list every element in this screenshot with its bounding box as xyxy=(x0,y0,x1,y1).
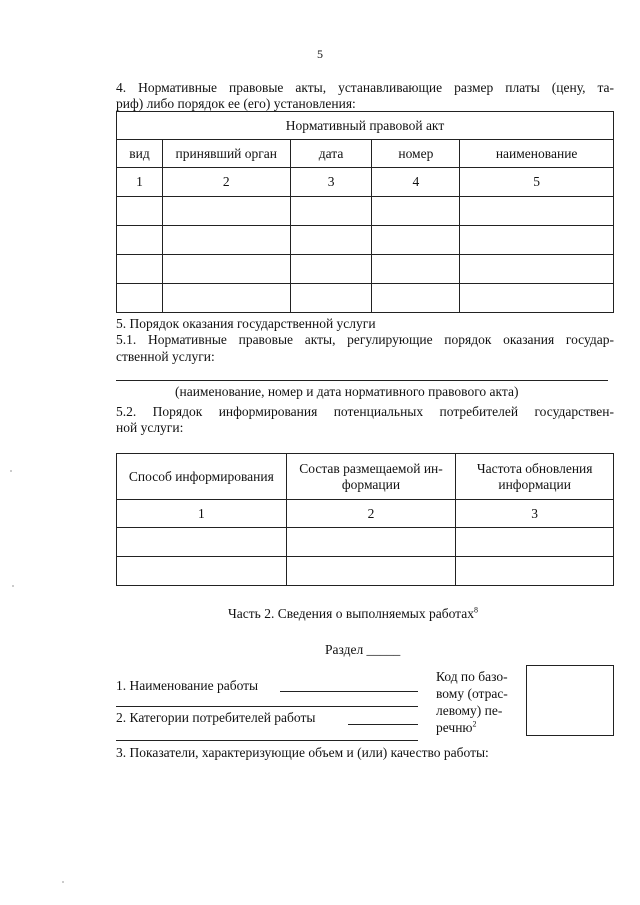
column-number: 1 xyxy=(117,168,163,197)
column-header: принявший орган xyxy=(162,140,290,168)
table-cell xyxy=(117,557,287,586)
table-number-row xyxy=(117,500,614,528)
header-text: Способ информирования xyxy=(128,468,274,484)
column-number: 3 xyxy=(290,168,372,197)
header-text-line1: Состав размещаемой ин- xyxy=(299,460,443,476)
column-number: 4 xyxy=(372,168,460,197)
base-list-code-box xyxy=(526,665,614,736)
table-header-row xyxy=(117,140,614,168)
code-label-line: вому (отрас- xyxy=(436,686,508,701)
table-cell xyxy=(162,197,290,226)
table-cell xyxy=(117,255,163,284)
table-cell xyxy=(460,255,614,284)
footnote-mark: 2 xyxy=(472,719,477,729)
base-list-code-label xyxy=(436,668,508,736)
table-cell xyxy=(372,226,460,255)
table-cell xyxy=(372,255,460,284)
table-cell xyxy=(117,528,287,557)
column-header: номер xyxy=(372,140,460,168)
column-header xyxy=(117,454,287,500)
column-header: дата xyxy=(290,140,372,168)
tariff-acts-table xyxy=(116,111,614,313)
part2-title xyxy=(228,606,478,622)
consumer-categories-line xyxy=(348,724,418,725)
column-number: 3 xyxy=(456,500,614,528)
scan-speck xyxy=(12,585,14,587)
table-cell xyxy=(456,528,614,557)
consumer-categories-label: 2. Категории потребителей работы xyxy=(116,710,316,725)
table-cell xyxy=(290,197,372,226)
table-cell xyxy=(460,284,614,313)
table-number-row xyxy=(117,168,614,197)
fill-in-line xyxy=(116,706,418,707)
page-number: 5 xyxy=(317,47,323,61)
column-header: вид xyxy=(117,140,163,168)
column-number: 2 xyxy=(162,168,290,197)
section5-title: 5. Порядок оказания государственной услуги xyxy=(116,316,376,331)
table-group-header: Нормативный правовой акт xyxy=(117,112,614,140)
table-row xyxy=(117,226,614,255)
work-indicators-label: 3. Показатели, характеризующие объем и (или) качество работы: xyxy=(116,745,489,760)
scan-speck xyxy=(62,881,64,883)
code-label-line: левому) пе- xyxy=(436,703,503,718)
footnote-mark: 8 xyxy=(473,605,478,615)
table-cell xyxy=(286,557,456,586)
header-text-line2: информации xyxy=(498,476,571,492)
fill-in-line xyxy=(116,380,608,381)
header-text-line2: формации xyxy=(341,476,401,492)
part2-title-text: Часть 2. Сведения о выполняемых работах xyxy=(228,606,474,621)
code-label-line xyxy=(436,719,508,736)
table-cell xyxy=(372,197,460,226)
table-cell xyxy=(456,557,614,586)
table-cell xyxy=(290,284,372,313)
table-cell xyxy=(117,284,163,313)
table-row xyxy=(117,255,614,284)
code-label-line: Код по базо- xyxy=(436,669,508,684)
section4-heading-line2: риф) либо порядок ее (его) установления: xyxy=(116,96,356,111)
table-cell xyxy=(117,226,163,255)
table-row xyxy=(117,528,614,557)
table-row xyxy=(117,197,614,226)
column-header xyxy=(456,454,614,500)
table-cell xyxy=(162,284,290,313)
section5-2-line2: ной услуги: xyxy=(116,420,184,435)
table-cell xyxy=(286,528,456,557)
informing-table xyxy=(116,453,614,586)
legal-act-caption: (наименование, номер и дата нормативного правового акта) xyxy=(175,384,519,399)
table-cell xyxy=(290,226,372,255)
header-text-line1: Частота обновления xyxy=(476,460,593,476)
fill-in-line xyxy=(116,740,418,741)
table-cell xyxy=(372,284,460,313)
table-cell xyxy=(460,226,614,255)
column-number: 1 xyxy=(117,500,287,528)
table-row xyxy=(117,557,614,586)
table-cell xyxy=(162,226,290,255)
scan-speck xyxy=(10,470,12,472)
column-number: 2 xyxy=(286,500,456,528)
section-label: Раздел _____ xyxy=(325,642,401,657)
table-cell xyxy=(290,255,372,284)
column-header xyxy=(286,454,456,500)
table-cell xyxy=(117,197,163,226)
section4-heading-line1: 4. Нормативные правовые акты, устанавливающие размер платы (цену, та- xyxy=(116,80,614,95)
code-label-text: речню xyxy=(436,720,473,735)
table-cell xyxy=(460,197,614,226)
column-header: наименование xyxy=(460,140,614,168)
section5-1-line2: ственной услуги: xyxy=(116,349,215,364)
table-cell xyxy=(162,255,290,284)
table-row xyxy=(117,284,614,313)
work-name-line xyxy=(280,691,418,692)
table-header-row xyxy=(117,454,614,500)
section5-1-line1: 5.1. Нормативные правовые акты, регулирующие порядок оказания государ- xyxy=(116,332,614,347)
section5-2-line1: 5.2. Порядок информирования потенциальных потребителей государствен- xyxy=(116,404,614,419)
column-number: 5 xyxy=(460,168,614,197)
work-name-label: 1. Наименование работы xyxy=(116,678,259,693)
